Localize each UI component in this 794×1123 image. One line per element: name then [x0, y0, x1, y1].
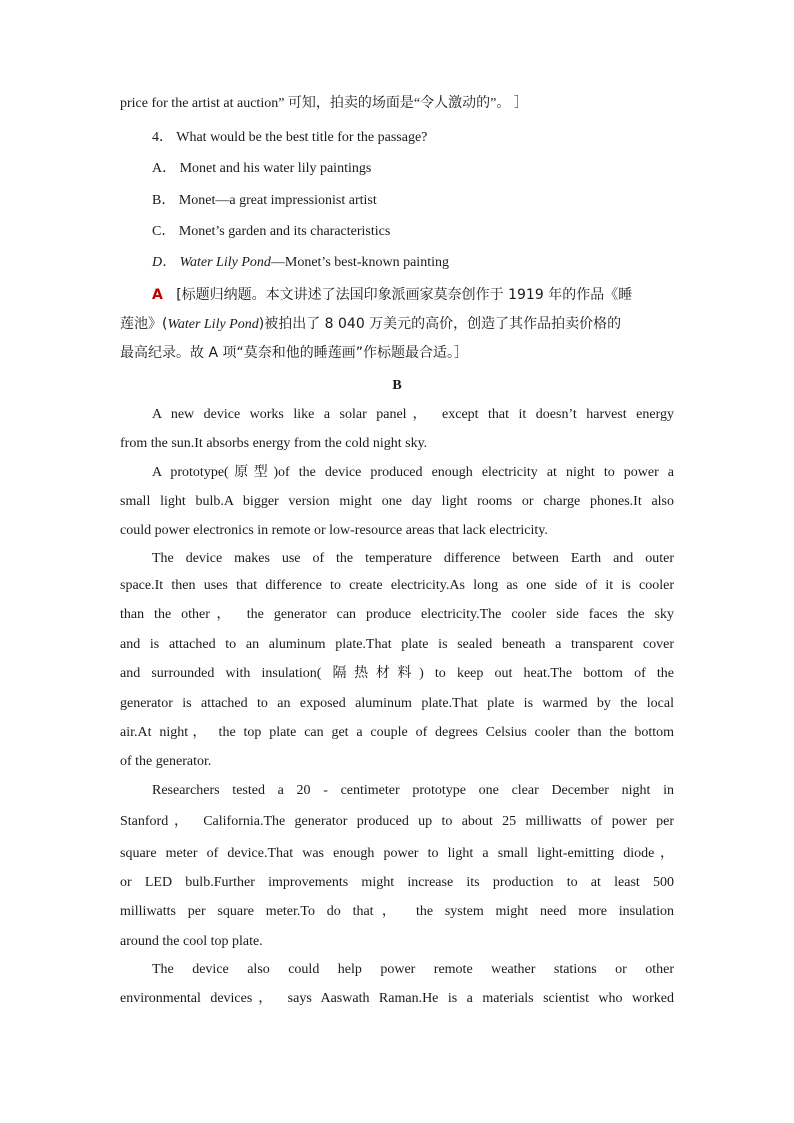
passage-p3-line6: generator is attached to an exposed aluminum plate.That plate is warmed by the local: [120, 696, 674, 711]
answer-line-3: 最高纪录。故 A 项“莫奈和他的睡莲画”作标题最合适。］: [120, 345, 468, 361]
passage-p4-line5: milliwatts per square meter.To do that， the system might need more insulation: [120, 904, 674, 919]
answer-text-2b: )被拍出了 8 040 万美元的高价，创造了其作品拍卖价格的: [258, 316, 622, 332]
option-c: C． Monet’s garden and its characteristics: [152, 224, 391, 239]
option-a: A． Monet and his water lily paintings: [152, 161, 372, 176]
passage-p3-line2: space.It then uses that difference to create electricity.As long as one side of it is cooler: [120, 578, 674, 593]
passage-p1-line1: A new device works like a solar panel， except that it doesn’t harvest energy: [152, 407, 674, 422]
answer-letter: A: [152, 287, 163, 303]
passage-p4-line6: around the cool top plate.: [120, 934, 263, 949]
passage-p2-line3: could power electronics in remote or low-resource areas that lack electricity.: [120, 523, 548, 538]
option-d-rest: —Monet’s best-known painting: [270, 255, 449, 270]
passage-p3-line4: and is attached to an aluminum plate.That plate is sealed beneath a transparent cover: [120, 637, 674, 652]
passage-p3-line5: and surrounded with insulation( 隔热材料) to keep out heat.The bottom of the: [120, 666, 674, 681]
answer-text-1: [标题归纳题。本文讲述了法国印象派画家莫奈创作于 1919 年的作品《睡: [176, 287, 633, 303]
passage-p5-line1: The device also could help power remote weather stations or other: [152, 962, 674, 977]
passage-p3-line8: of the generator.: [120, 754, 212, 769]
answer-text-2a: 莲池》(: [120, 316, 168, 332]
passage-p2-line1: A prototype(原型)of the device produced enough electricity at night to power a: [152, 465, 674, 480]
passage-p4-line1: Researchers tested a 20 - centimeter prototype one clear December night in: [152, 783, 674, 798]
passage-p3-line3: than the other， the generator can produce electricity.The cooler side faces the sky: [120, 607, 674, 622]
passage-p4-line4: or LED bulb.Further improvements might increase its production to at least 500: [120, 875, 674, 890]
answer-line-2: [120, 312, 621, 337]
passage-p5-line2: environmental devices， says Aaswath Raman.He is a materials scientist who worked: [120, 991, 674, 1006]
option-d: [120, 253, 449, 273]
passage-p1-line2: from the sun.It absorbs energy from the cold night sky.: [120, 436, 428, 451]
question-4: 4． What would be the best title for the passage?: [152, 130, 428, 145]
answer-line-1: [120, 283, 674, 307]
passage-p4-line2: Stanford， California.The generator produced up to about 25 milliwatts of power per: [120, 814, 674, 829]
passage-p3-line1: The device makes use of the temperature difference between Earth and outer: [152, 551, 674, 566]
option-b: B． Monet—a great impressionist artist: [152, 193, 377, 208]
passage-p3-line7: air.At night， the top plate can get a couple of degrees Celsius cooler than the bottom: [120, 725, 674, 740]
answer-painting-title: Water Lily Pond: [167, 317, 259, 332]
passage-p2-line2: small light bulb.A bigger version might one day light rooms or charge phones.It also: [120, 494, 674, 509]
option-d-title: D． Water Lily Pond: [152, 255, 271, 270]
passage-p4-line3: square meter of device.That was enough power to light a small light-emitting diode，: [120, 846, 674, 861]
section-heading-b: B: [392, 378, 402, 393]
explanation-continued-line: price for the artist at auction” 可知，拍卖的场面是“令人激动的”。 ］: [120, 96, 528, 111]
